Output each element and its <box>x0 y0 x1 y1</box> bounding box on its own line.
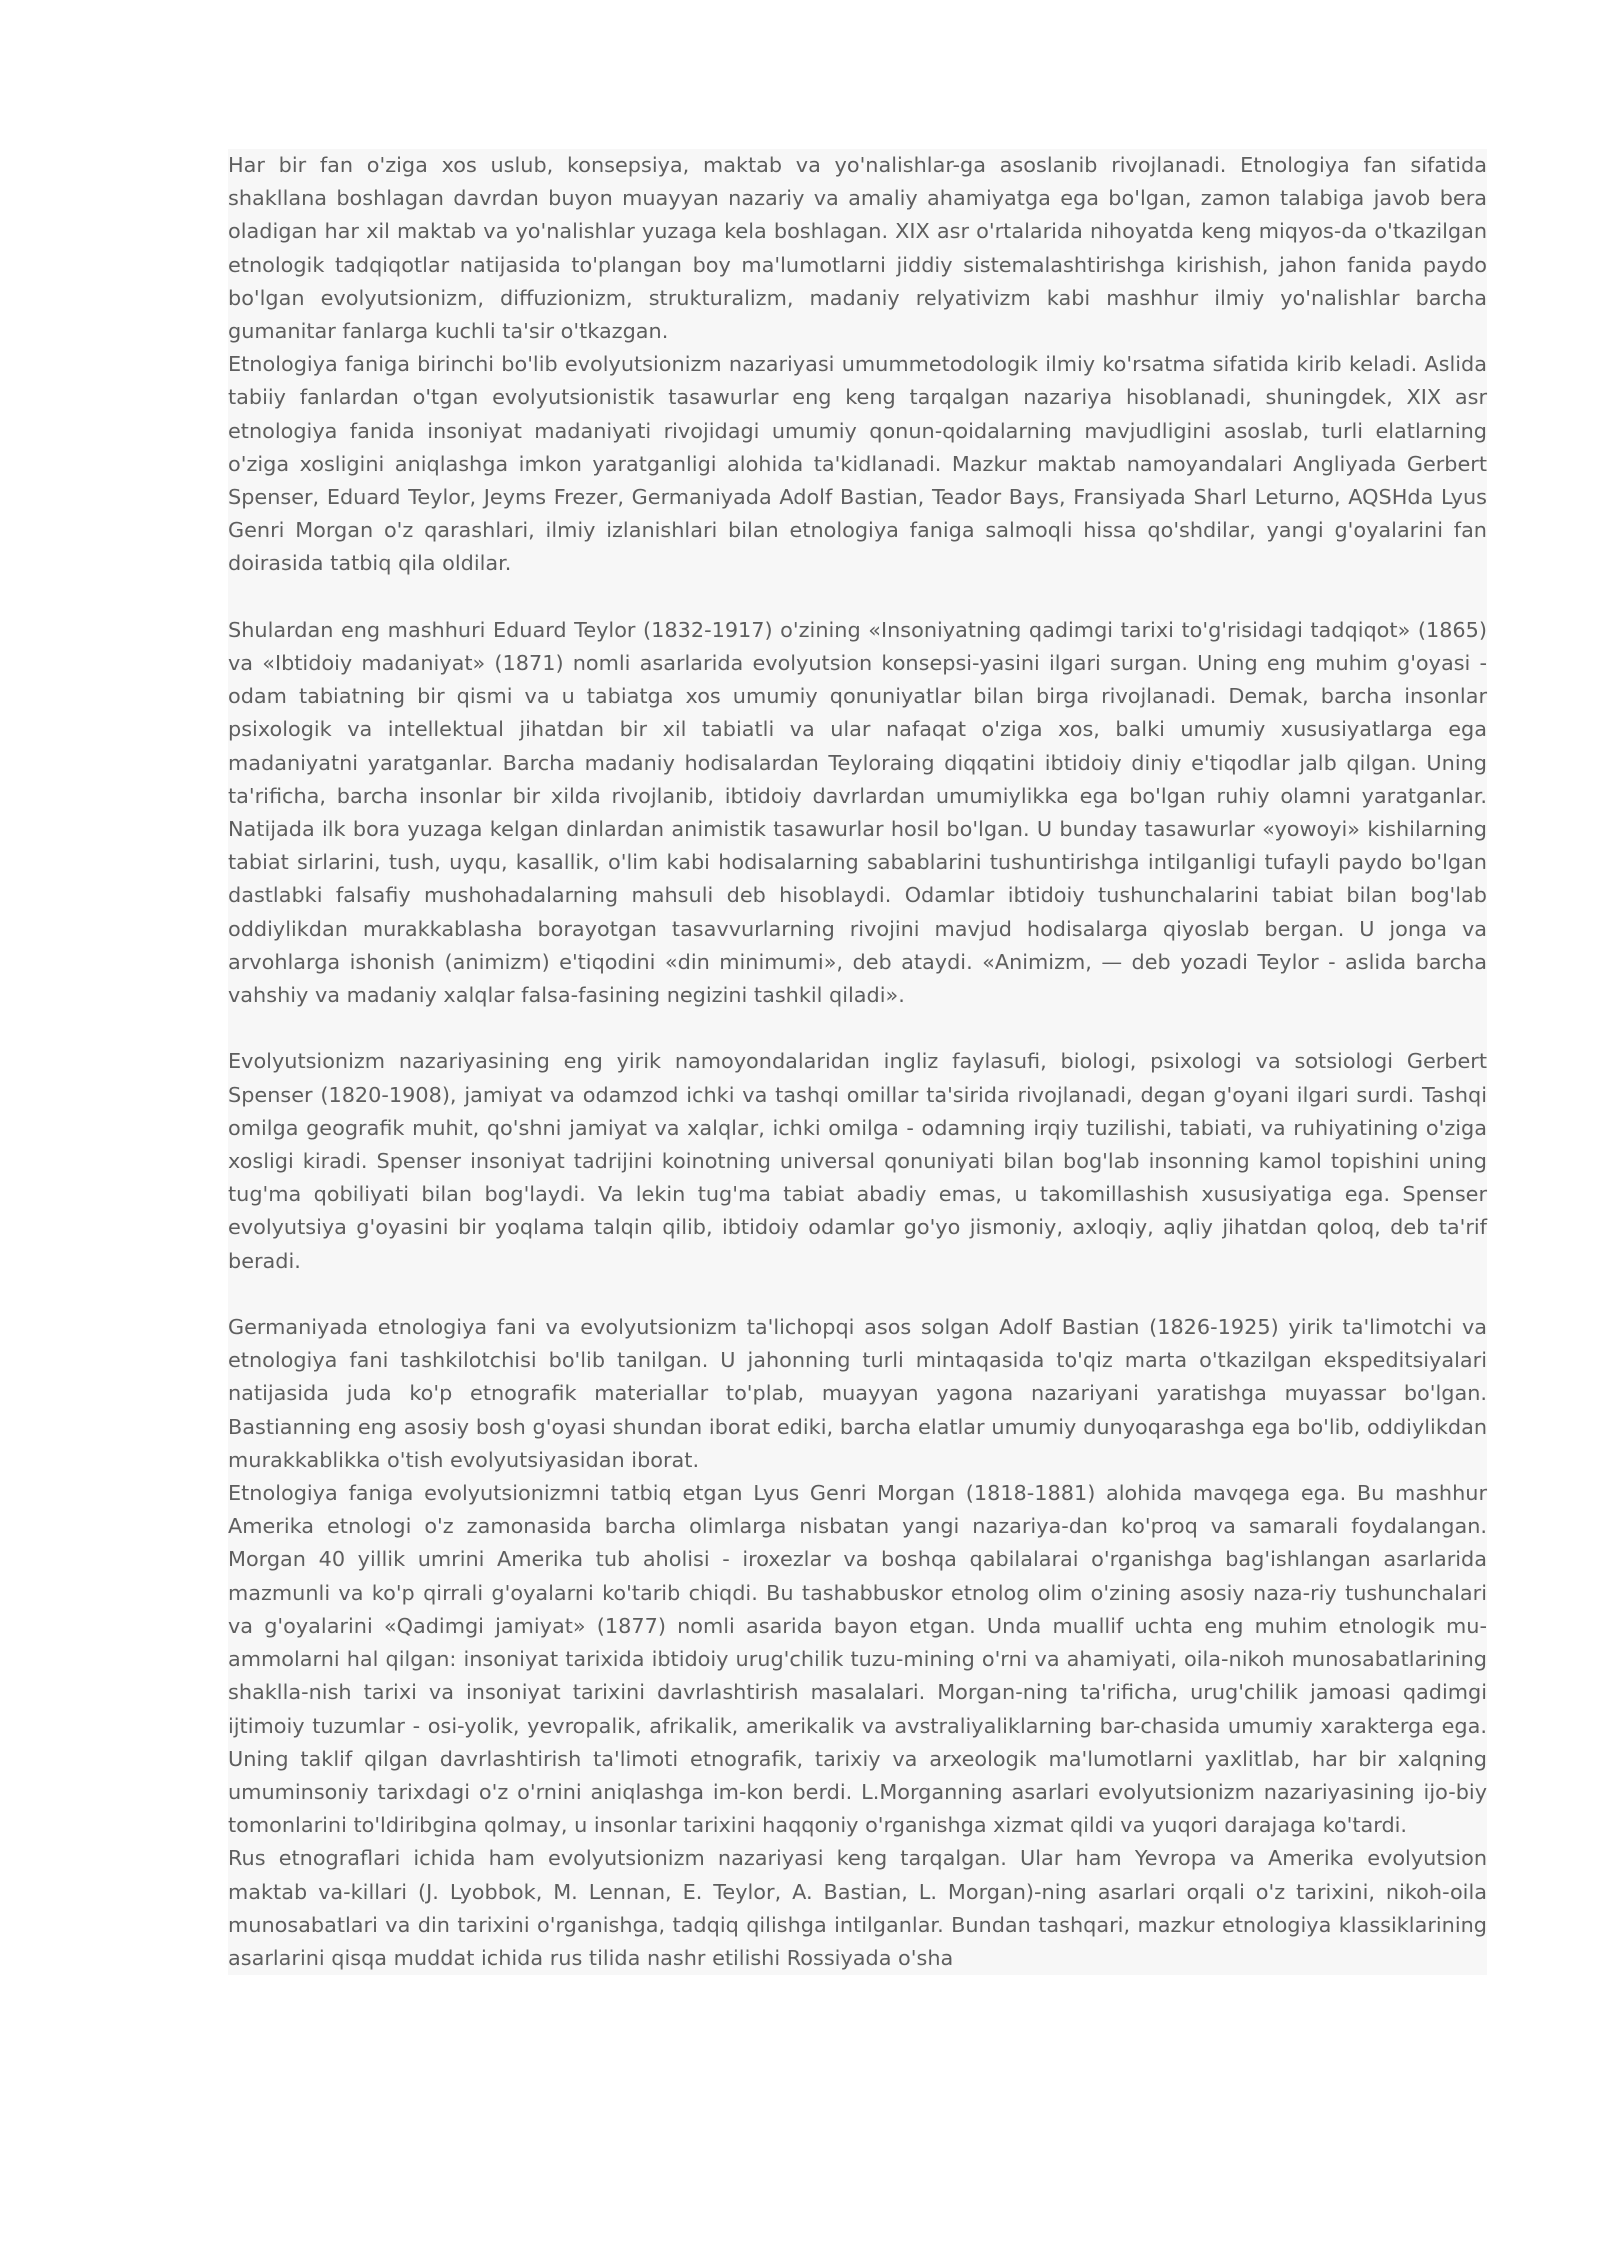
paragraph-1: Har bir fan o'ziga xos uslub, konsepsiya, maktab va yo'nalishlar-ga asoslanib rivojlanadi. Etnologiya fan sifatida shakllana boshlagan davrdan buyon muayyan nazariy va amaliy ahamiyatga ega bo'lgan, zamon talabiga javob bera oladigan har xil maktab va yo'nalishlar yuzaga kela boshlagan. XIX asr o'rtalarida nihoyatda keng miqyos-da o'tkazilgan etnologik tadqiqotlar natijasida to'plangan boy ma'lumotlarni jiddiy sistemalashtirishga kirishish, jahon fanida paydo bo'lgan evolyutsionizm, diffuzionizm, strukturalizm, madaniy relyativizm kabi mashhur ilmiy yo'nalishlar barcha gumanitar fanlarga kuchli ta'sir o'tkazgan. <box>228 153 1487 344</box>
paragraph-5: Germaniyada etnologiya fani va evolyutsionizm ta'lichopqi asos solgan Adolf Bastian (1826-1925) yirik ta'limotchi va etnologiya fani tashkilotchisi bo'lib tanilgan. U jahonning turli mintaqasida to'qiz marta o'tkazilgan ekspeditsiyalari natijasida juda ko'p etnografik materiallar to'plab, muayyan yagona nazariyani yaratishga muyassar bo'lgan. Bastianning eng asosiy bosh g'oyasi shundan iborat ediki, barcha elatlar umumiy dunyoqarashga ega bo'lib, oddiylikdan murakkablikka o'tish evolyutsiyasidan iborat. <box>228 1315 1487 1472</box>
paragraph-6: Etnologiya faniga evolyutsionizmni tatbiq etgan Lyus Genri Morgan (1818-1881) alohida mavqega ega. Bu mashhur Amerika etnologi o'z zamonasida barcha olimlarga nisbatan yangi nazariya-dan ko'proq va samarali foydalangan. Morgan 40 yillik umrini Amerika tub aholisi - iroxezlar va boshqa qabilalarai o'rganishga bag'ishlangan asarlarida mazmunli va ko'p qirrali g'oyalarni ko'tarib chiqdi. Bu tashabbuskor etnolog olim o'zining asosiy naza-riy tushunchalari va g'oyalarini «Qadimgi jamiyat» (1877) nomli asarida bayon etgan. Unda muallif uchta eng muhim etnologik mu-ammolarni hal qilgan: insoniyat tarixida ibtidoiy urug'chilik tuzu-mining o'rni va ahamiyati, oila-nikoh munosabatlarining shaklla-nish tarixi va insoniyat tarixini davrlashtirish masalalari. Morgan-ning ta'rificha, urug'chilik jamoasi qadimgi ijtimoiy tuzumlar - osi-yolik, yevropalik, afrikalik, amerikalik va avstraliyaliklarning bar-chasida umumiy xarakterga ega. Uning taklif qilgan davrlashtirish ta'limoti etnografik, tarixiy va arxeologik ma'lumotlarni yaxlitlab, har bir xalqning umuminsoniy tarixdagi o'z o'rnini aniqlashga im-kon berdi. L.Morganning asarlari evolyutsionizm nazariyasining ijo-biy tomonlarini to'ldiribgina qolmay, u insonlar tarixini haqqoniy o'rganishga xizmat qildi va yuqori darajaga ko'tardi. <box>228 1481 1487 1838</box>
document-body <box>228 149 1487 1975</box>
paragraph-7: Rus etnograflari ichida ham evolyutsionizm nazariyasi keng tarqalgan. Ular ham Yevropa va Amerika evolyutsion maktab va-killari (J. Lyobbok, M. Lennan, E. Teylor, A. Bastian, L. Morgan)-ning asarlari orqali o'z tarixini, nikoh-oila munosabatlari va din tarixini o'rganishga, tadqiq qilishga intilganlar. Bundan tashqari, mazkur etnologiya klassiklarining asarlarini qisqa muddat ichida rus tilida nashr etilishi Rossiyada o'sha <box>228 1846 1487 1970</box>
paragraph-2: Etnologiya faniga birinchi bo'lib evolyutsionizm nazariyasi umummetodologik ilmiy ko'rsatma sifatida kirib keladi. Aslida tabiiy fanlardan o'tgan evolyutsionistik tasawurlar eng keng tarqalgan nazariya hisoblanadi, shuningdek, XIX asr etnologiya fanida insoniyat madaniyati rivojidagi umumiy qonun-qoidalarning mavjudligini asoslab, turli elatlarning o'ziga xosligini aniqlashga imkon yaratganligi alohida ta'kidlanadi. Mazkur maktab namoyandalari Angliyada Gerbert Spenser, Eduard Teylor, Jeyms Frezer, Germaniyada Adolf Bastian, Teador Bays, Fransiyada Sharl Leturno, AQSHda Lyus Genri Morgan o'z qarashlari, ilmiy izlanishlari bilan etnologiya faniga salmoqli hissa qo'shdilar, yangi g'oyalarini fan doirasida tatbiq qila oldilar. <box>228 352 1487 576</box>
paragraph-spacer <box>228 581 1487 614</box>
paragraph-4: Evolyutsionizm nazariyasining eng yirik namoyondalaridan ingliz faylasufi, biologi, psixologi va sotsiologi Gerbert Spenser (1820-1908), jamiyat va odamzod ichki va tashqi omillar ta'sirida rivojlanadi, degan g'oyani ilgari surdi. Tashqi omilga geografik muhit, qo'shni jamiyat va xalqlar, ichki omilga - odamning irqiy tuzilishi, tabiati, va ruhiyatining o'ziga xosligi kiradi. Spenser insoniyat tadrijini koinotning universal qonuniyati bilan bog'lab insonning kamol topishini uning tug'ma qobiliyati bilan bog'laydi. Va lekin tug'ma tabiat abadiy emas, u takomillashish xususiyatiga ega. Spenser evolyutsiya g'oyasini bir yoqlama talqin qilib, ibtidoiy odamlar go'yo jismoniy, axloqiy, aqliy jihatdan qoloq, deb ta'rif beradi. <box>228 1049 1487 1273</box>
paragraph-spacer <box>228 1012 1487 1045</box>
paragraph-spacer <box>228 1278 1487 1311</box>
paragraph-3: Shulardan eng mashhuri Eduard Teylor (1832-1917) o'zining «Insoniyatning qadimgi tarixi to'g'risidagi tadqiqot» (1865) va «Ibtidoiy madaniyat» (1871) nomli asarlarida evolyutsion konsepsi-yasini ilgari surgan. Uning eng muhim g'oyasi - odam tabiatning bir qismi va u tabiatga xos umumiy qonuniyatlar bilan birga rivojlanadi. Demak, barcha insonlar psixologik va intellektual jihatdan bir xil tabiatli va ular nafaqat o'ziga xos, balki umumiy xususiyatlarga ega madaniyatni yaratganlar. Barcha madaniy hodisalardan Teyloraing diqqatini ibtidoiy diniy e'tiqodlar jalb qilgan. Uning ta'rificha, barcha insonlar bir xilda rivojlanib, ibtidoiy davrlardan umumiylikka ega bo'lgan ruhiy olamni yaratganlar. Natijada ilk bora yuzaga kelgan dinlardan animistik tasawurlar hosil bo'lgan. U bunday tasawurlar «yowoyi» kishilarning tabiat sirlarini, tush, uyqu, kasallik, o'lim kabi hodisalarning sabablarini tushuntirishga intilganligi tufayli paydo bo'lgan dastlabki falsafiy mushohadalarning mahsuli deb hisoblaydi. Odamlar ibtidoiy tushunchalarini tabiat bilan bog'lab oddiylikdan murakkablasha borayotgan tasavvurlarning rivojini mavjud hodisalarga qiyoslab bergan. U jonga va arvohlarga ishonish (animizm) e'tiqodini «din minimumi», deb ataydi. «Animizm, — deb yozadi Teylor - aslida barcha vahshiy va madaniy xalqlar falsa-fasining negizini tashkil qiladi». <box>228 617 1487 1008</box>
